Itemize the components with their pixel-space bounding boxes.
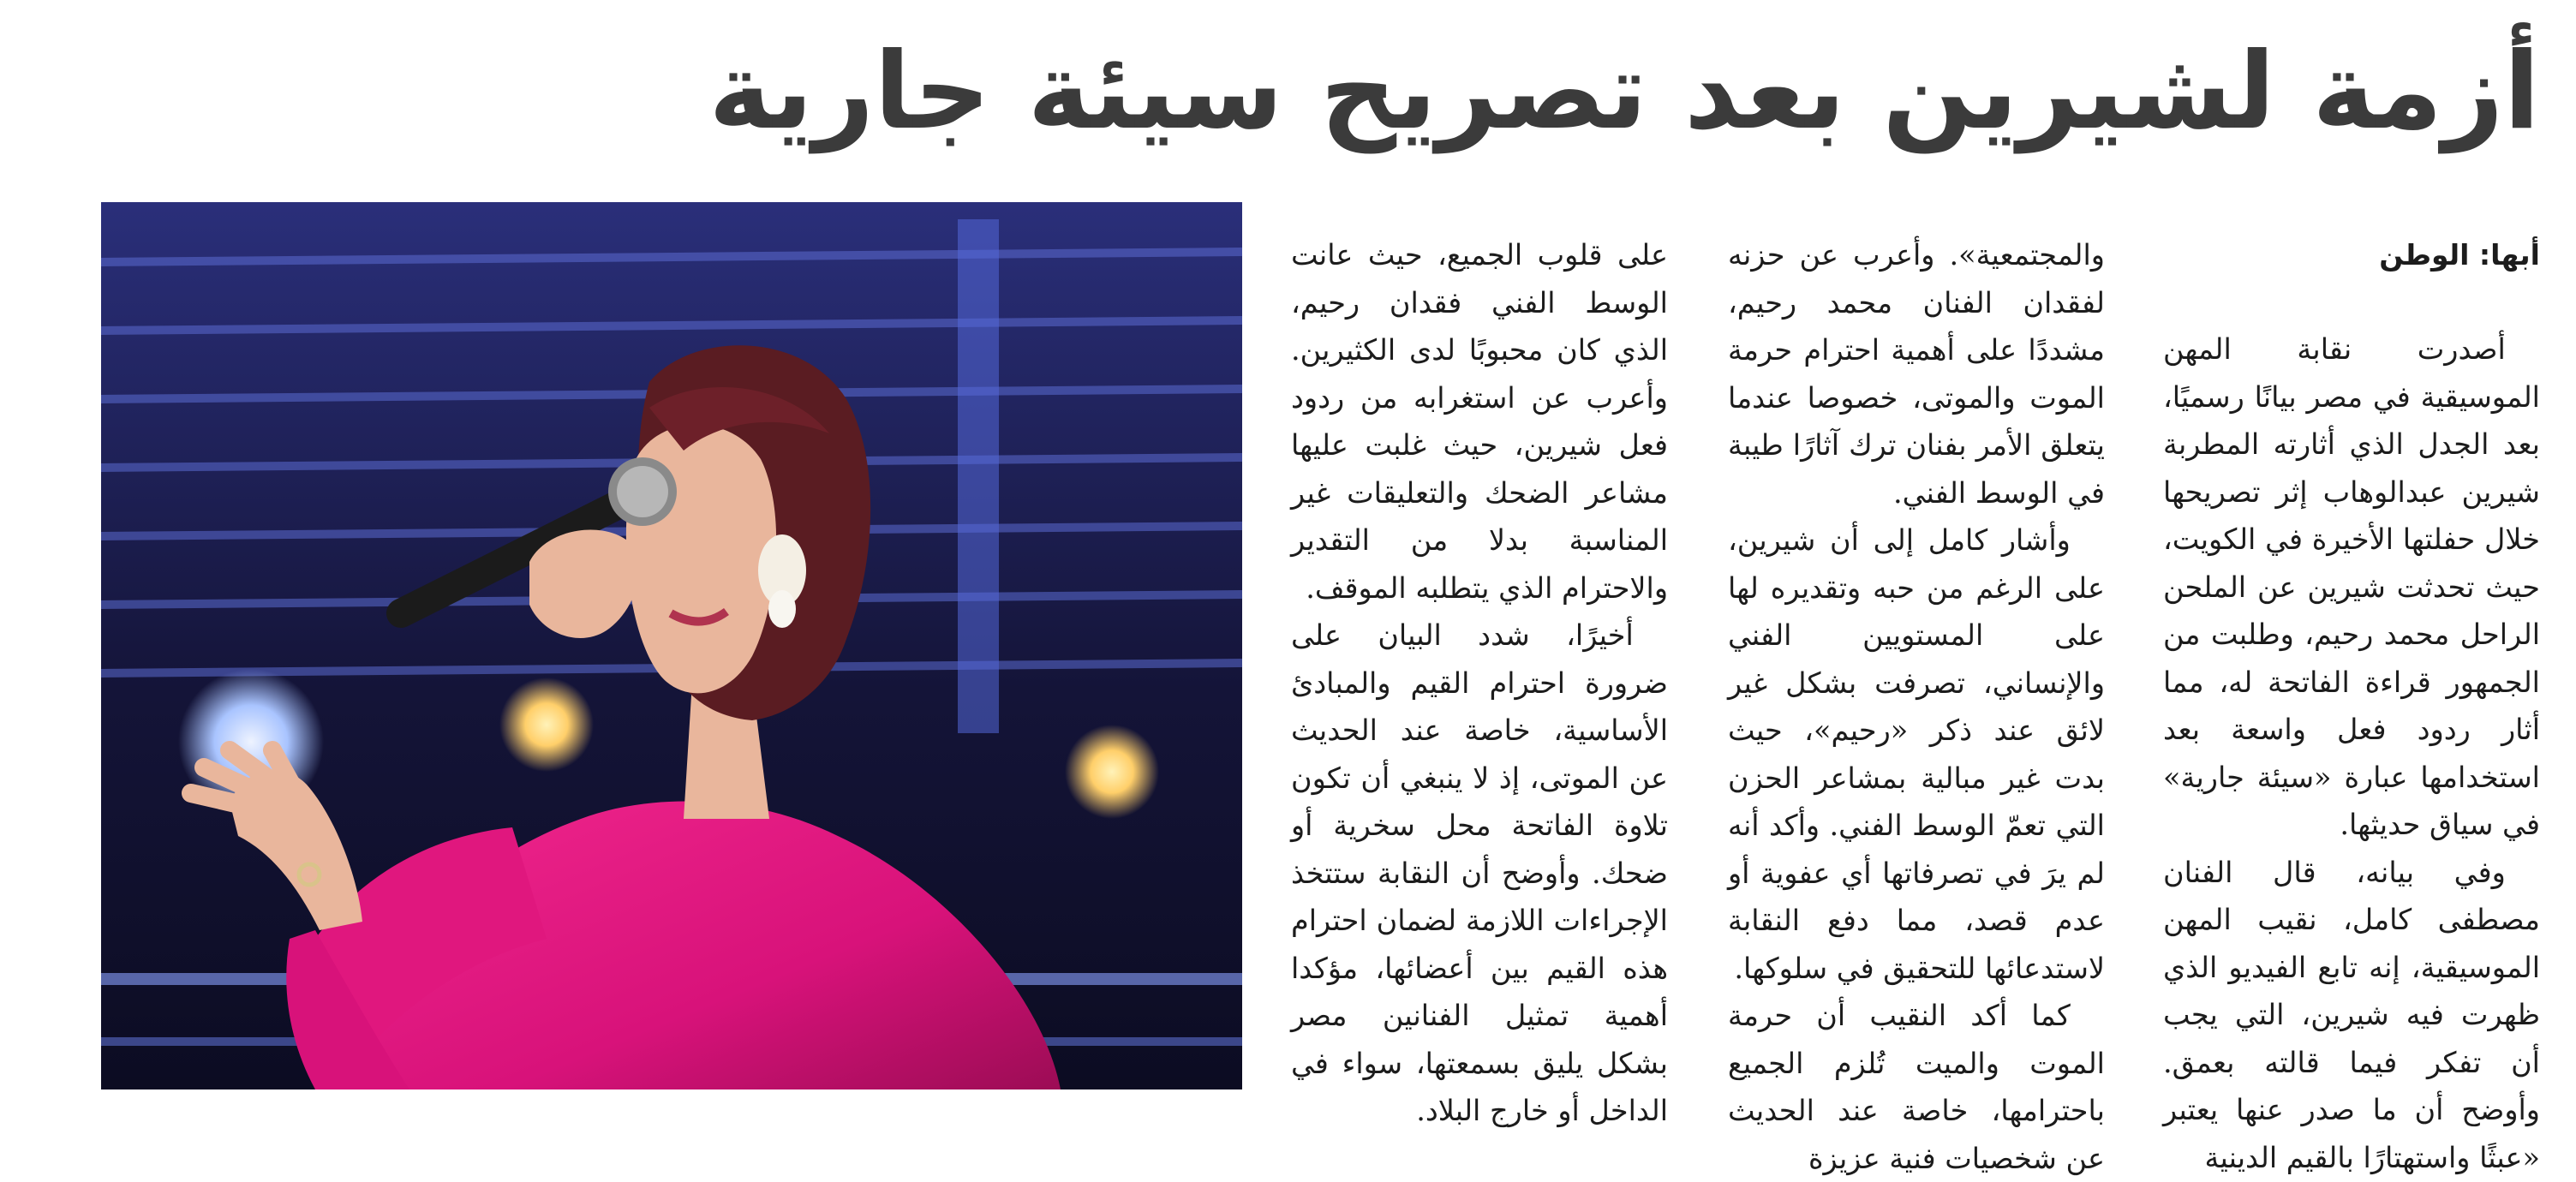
singer-photo	[101, 202, 1242, 1089]
column-2-paragraph-2: وأشار كامل إلى أن شيرين، على الرغم من حبه وتقديره لها على المستويين الفني والإنساني، تصرفت بشكل غير لائق عند ذكر «رحيم»، حيث بدت غير مبالية بمشاعر الحزن التي تعمّ الوسط الفني. وأكد أنه لم يرَ في تصرفاتها أي عفوية أو عدم قصد، مما دفع النقابة لاستدعائها للتحقيق في سلوكها.	[1728, 523, 2105, 985]
column-3-paragraph-2: أخيرًا، شدد البيان على ضرورة احترام القيم والمبادئ الأساسية، خاصة عند الحديث عن الموتى، إذ لا ينبغي أن تكون تلاوة الفاتحة محل سخرية أو ضحك. وأوضح أن النقابة ستتخذ الإجراءات اللازمة لضمان احترام هذه القيم بين أعضائها، مؤكدا أهمية تمثيل الفنانين مصر بشكل يليق بسمعتها، سواء في الداخل أو خارج البلاد.	[1291, 618, 1668, 1127]
column-2-paragraph-3: كما أكد النقيب أن حرمة الموت والميت تُلزم الجميع باحترامها، خاصة عند الحديث عن شخصيات فنية عزيزة	[1728, 999, 2105, 1175]
column-2-paragraph-1: والمجتمعية». وأعرب عن حزنه لفقدان الفنان محمد رحيم، مشددًا على أهمية احترام حرمة الموت والموتى، خصوصا عندما يتعلق الأمر بفنان ترك آثارًا طيبة في الوسط الفني.	[1728, 238, 2105, 510]
column-1-paragraph-1: أصدرت نقابة المهن الموسيقية في مصر بيانًا رسميًا، بعد الجدل الذي أثارته المطربة شيرين عبدالوهاب إثر تصريحها خلال حفلتها الأخيرة في الكويت، حيث تحدثت شيرين عن الملحن الراحل محمد رحيم، وطلبت من الجمهور قراءة الفاتحة له، مما أثار ردود فعل واسعة بعد استخدامها عبارة «سيئة جارية» في سياق حديثها.	[2163, 332, 2540, 841]
headline: أزمة لشيرين بعد تصريح سيئة جارية	[708, 30, 2540, 153]
column-1-paragraph-2: وفي بيانه، قال الفنان مصطفى كامل، نقيب المهن الموسيقية، إنه تابع الفيديو الذي ظهرت فيه شيرين، التي يجب أن تفكر فيما قالته بعمق. وأوضح أن ما صدر عنها يعتبر «عبثًا واستهتارًا بالقيم الدينية	[2163, 855, 2540, 1174]
column-3-paragraph-1: على قلوب الجميع، حيث عانت الوسط الفني فقدان رحيم، الذي كان محبوبًا لدى الكثيرين. وأعرب عن استغرابه من ردود فعل شيرين، حيث غلبت عليها مشاعر الضحك والتعليقات غير المناسبة بدلا من التقدير والاحترام الذي يتطلبه الموقف.	[1291, 238, 1668, 605]
singer-photo-icon	[101, 202, 1242, 1089]
article-column-1	[2163, 325, 2540, 1181]
article-column-3	[1291, 231, 1668, 1135]
article-column-2	[1728, 231, 2105, 1182]
byline: أبها: الوطن	[2379, 238, 2540, 272]
